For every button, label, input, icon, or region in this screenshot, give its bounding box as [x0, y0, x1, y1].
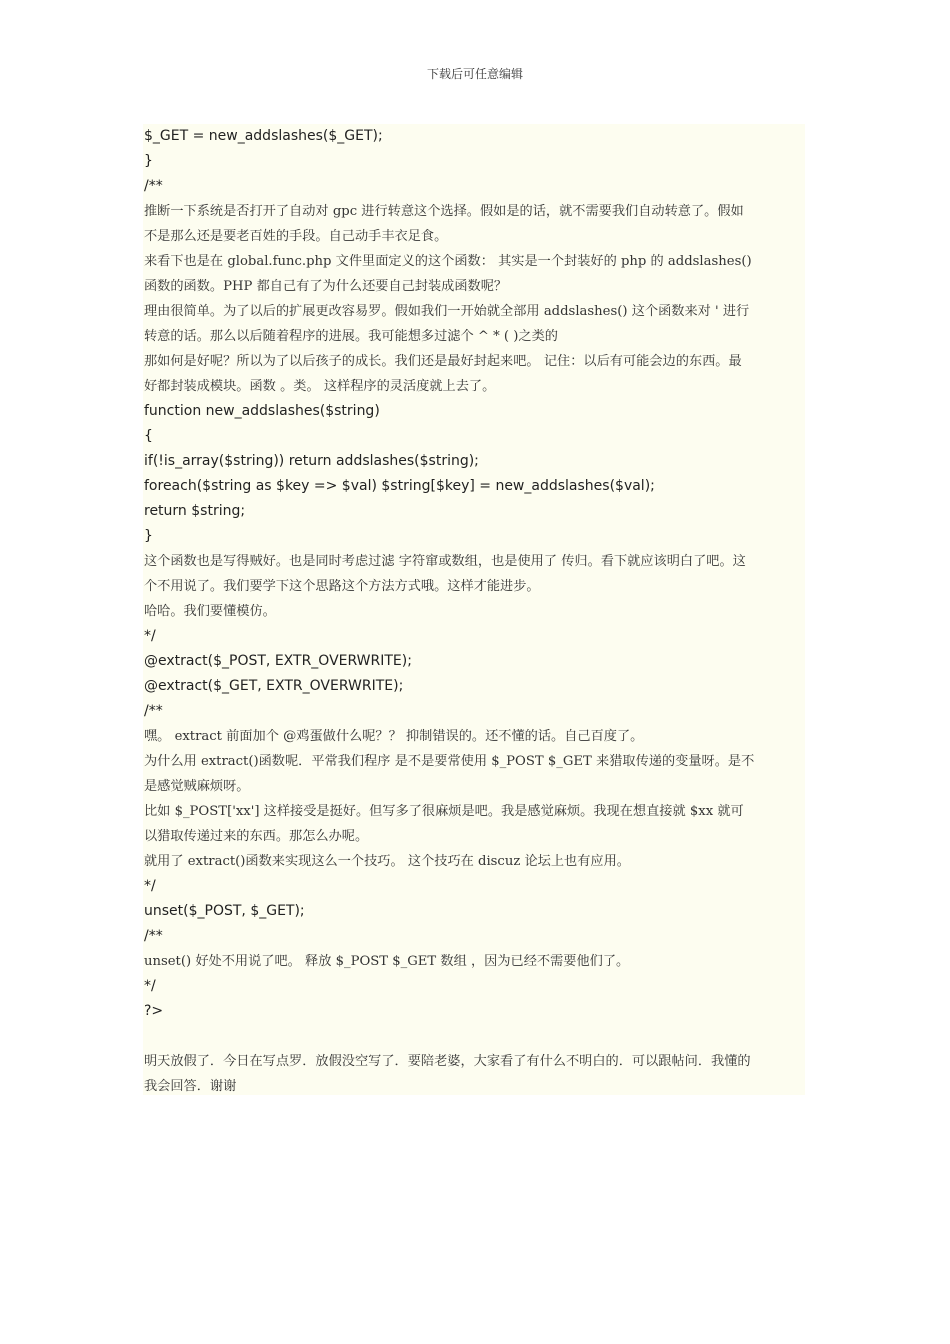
code-line: */ [144, 978, 156, 994]
comment-line: 好都封装成模块。函数 。类。 这样程序的灵活度就上去了。 [144, 379, 496, 394]
comment-line: 这个函数也是写得贼好。也是同时考虑过滤 字符窜或数组，也是使用了 传归。看下就应该明白了吧。这 [144, 554, 746, 569]
code-line: } [144, 153, 153, 169]
comment-line: 嘿。 extract 前面加个 @鸡蛋做什么呢？？ 抑制错误的。还不懂的话。自己百度了。 [144, 729, 644, 744]
comment-line: 不是那么还是要老百姓的手段。自己动手丰衣足食。 [144, 229, 448, 244]
document-body [143, 124, 805, 1095]
comment-line: 转意的话。那么以后随着程序的进展。我可能想多过滤个 ^ * ( )之类的 [144, 329, 558, 344]
comment-line: 哈哈。我们要懂模仿。 [144, 604, 276, 619]
comment-line: 来看下也是在 global.func.php 文件里面定义的这个函数： 其实是一个封装好的 php 的 addslashes() [144, 254, 752, 269]
code-line: @extract($_POST, EXTR_OVERWRITE); [144, 653, 412, 669]
code-line: */ [144, 878, 156, 894]
code-line: foreach($string as $key => $val) $string[$key] = new_addslashes($val); [144, 478, 655, 494]
code-line: @extract($_GET, EXTR_OVERWRITE); [144, 678, 404, 694]
code-line: */ [144, 628, 156, 644]
comment-line: 函数的函数。PHP 都自己有了为什么还要自己封装成函数呢？ [144, 279, 508, 294]
code-line: function new_addslashes($string) [144, 403, 380, 419]
comment-line: 就用了 extract()函数来实现这么一个技巧。 这个技巧在 discuz 论坛上也有应用。 [144, 854, 630, 869]
comment-line: unset() 好处不用说了吧。 释放 $_POST $_GET 数组 ，因为已经不需要他们了。 [144, 954, 630, 969]
code-line: /** [144, 178, 163, 194]
code-line: /** [144, 703, 163, 719]
code-line: $_GET = new_addslashes($_GET); [144, 128, 383, 144]
code-line: /** [144, 928, 163, 944]
comment-line: 是感觉贼麻烦呀。 [144, 779, 250, 794]
comment-line: 比如 $_POST['xx'] 这样接受是挺好。但写多了很麻烦是吧。我是感觉麻烦。我现在想直接就 $xx 就可 [144, 804, 744, 819]
comment-line: 理由很简单。为了以后的扩展更改容易罗。假如我们一开始就全部用 addslashes() 这个函数来对 ' 进行 [144, 304, 750, 319]
code-line: } [144, 528, 153, 544]
code-line: { [144, 428, 153, 444]
code-line: ?> [144, 1003, 164, 1019]
comment-line: 为什么用 extract()函数呢．平常我们程序 是不是要常使用 $_POST $_GET 来猎取传递的变量呀。是不 [144, 754, 755, 769]
code-line: return $string; [144, 503, 246, 519]
closing-note-line: 明天放假了．今日在写点罗．放假没空写了．要陪老婆，大家看了有什么不明白的．可以跟帖问．我懂的 [144, 1054, 751, 1069]
code-line: unset($_POST, $_GET); [144, 903, 305, 919]
comment-line: 推断一下系统是否打开了自动对 gpc 进行转意这个选择。假如是的话，就不需要我们自动转意了。假如 [144, 204, 744, 219]
blank-line [144, 1024, 804, 1049]
comment-line: 个不用说了。我们要学下这个思路这个方法方式哦。这样才能进步。 [144, 579, 540, 594]
comment-line: 那如何是好呢？所以为了以后孩子的成长。我们还是最好封起来吧。 记住：以后有可能会边的东西。最 [144, 354, 742, 369]
closing-note-line: 我会回答．谢谢 [144, 1079, 237, 1094]
page-header: 下载后可任意编辑 [426, 67, 523, 81]
code-line: if(!is_array($string)) return addslashes($string); [144, 453, 479, 469]
comment-line: 以猎取传递过来的东西。那怎么办呢。 [144, 829, 369, 844]
